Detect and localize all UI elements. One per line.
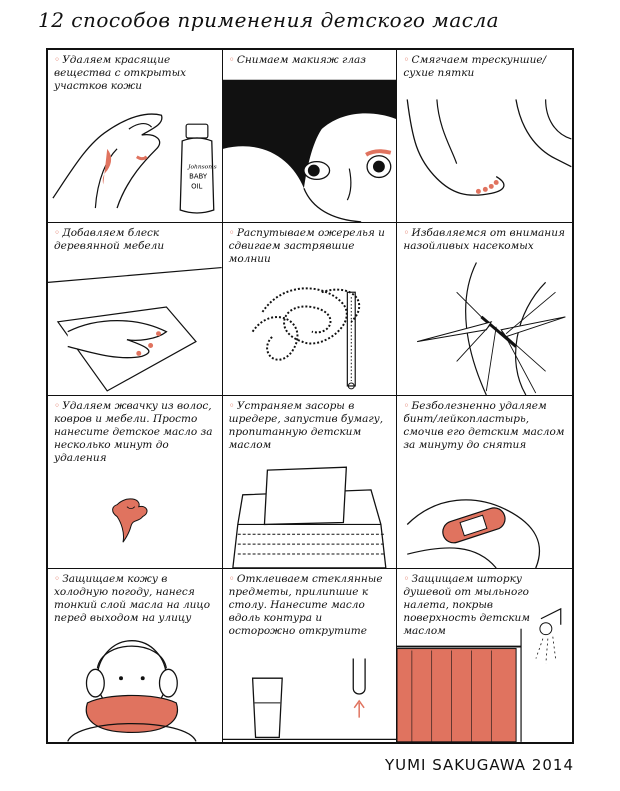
panel-remove-makeup [223,50,398,223]
bottle-label: Johnson's [188,164,217,171]
panel-shower-curtain [397,569,572,742]
comic-grid [46,48,574,744]
panel-remove-dye [48,50,223,223]
bottle-label: BABY [189,172,208,181]
panel-caption: ◦ Избавляемся от внимания назойливых насекомых [403,227,565,252]
panel-caption: ◦ Добавляем блеск деревянной мебели [54,227,165,252]
panel-soften-heels [397,50,572,223]
panel-glass-stuck [223,569,398,742]
panel-caption: ◦ Безболезненно удаляем бинт/лейкопластырь, смочив его детским маслом за минуту до снятия [403,400,565,451]
bottle-label: OIL [191,182,203,191]
panel-remove-gum [48,396,223,569]
page-title: 12 способов применения детского масла [38,8,500,32]
panel-remove-bandage [397,396,572,569]
panel-untangle-necklace [223,223,398,396]
panel-polish-furniture [48,223,223,396]
panel-repel-insects [397,223,572,396]
panel-caption: ◦ Удаляем жвачку из волос, ковров и мебели. Просто нанесите детское масло за несколько минут до удаления [54,400,213,464]
panel-caption: ◦ Отклеиваем стеклянные предметы, прилипшие к столу. Нанесите масло вдоль контура и осторожно открутите [228,573,383,637]
panel-caption: ◦ Удаляем красящие вещества с открытых участков кожи [54,54,187,92]
panel-caption: ◦ Защищаем кожу в холодную погоду, нанеся тонкий слой масла на лицо перед выходом на улицу [54,573,211,624]
face-closeup-illustration [223,50,397,222]
panel-caption: ◦ Снимаем макияж глаз [228,54,366,66]
panel-shredder [223,396,398,569]
panel-caption: ◦ Распутываем ожерелья и сдвигаем застрявшие молнии [228,227,385,265]
panel-caption: ◦ Защищаем шторку душевой от мыльного налета, покрыв поверхность детским маслом [403,573,530,637]
panel-cold-weather [48,569,223,742]
panel-caption: ◦ Устраняем засоры в шредере, запустив бумагу, пропитанную детским маслом [228,400,384,451]
panel-caption: ◦ Смягчаем трескуншие/сухие пятки [403,54,547,79]
artist-credit: YUMI SAKUGAWA 2014 [384,756,574,774]
